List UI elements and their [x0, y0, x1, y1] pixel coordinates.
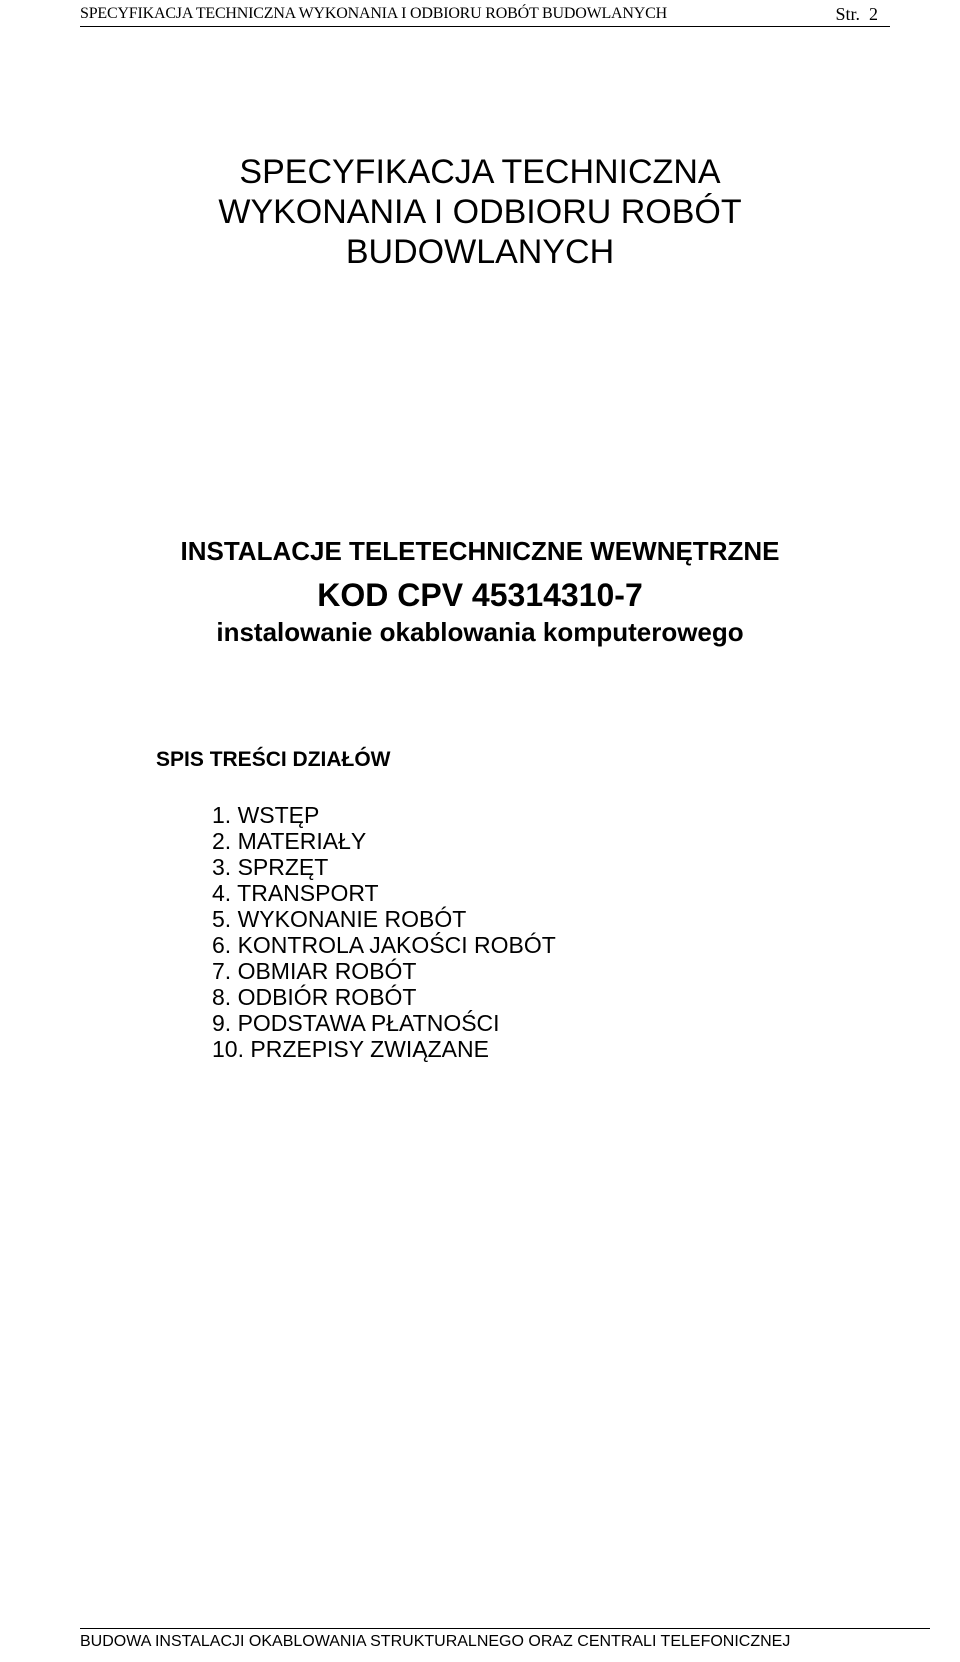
toc-heading: SPIS TREŚCI DZIAŁÓW — [156, 748, 391, 771]
toc-item: 7. OBMIAR ROBÓT — [212, 958, 417, 984]
footer-text: BUDOWA INSTALACJI OKABLOWANIA STRUKTURALNEGO ORAZ CENTRALI TELEFONICZNEJ — [80, 1633, 791, 1650]
cpv-code: KOD CPV 45314310-7 — [317, 577, 643, 613]
page-number-value: 2 — [869, 4, 878, 24]
running-title: SPECYFIKACJA TECHNICZNA WYKONANIA I ODBIORU ROBÓT BUDOWLANYCH — [80, 5, 667, 22]
cpv-description: instalowanie okablowania komputerowego — [216, 617, 744, 647]
toc-item: 6. KONTROLA JAKOŚCI ROBÓT — [212, 932, 556, 958]
page-header — [80, 2, 890, 27]
title-line-3: BUDOWLANYCH — [345, 233, 615, 271]
toc-item: 3. SPRZĘT — [212, 854, 329, 880]
toc-item: 5. WYKONANIE ROBÓT — [212, 906, 467, 932]
toc-item: 8. ODBIÓR ROBÓT — [212, 984, 417, 1010]
document-title — [0, 152, 960, 272]
page-footer — [80, 1628, 930, 1655]
toc-item: 2. MATERIAŁY — [212, 828, 367, 854]
toc-item: 10. PRZEPISY ZWIĄZANE — [212, 1036, 489, 1062]
title-line-1: SPECYFIKACJA TECHNICZNA — [239, 153, 721, 191]
page-label: Str. — [835, 4, 860, 24]
title-line-2: WYKONANIA I ODBIORU ROBÓT — [218, 193, 742, 231]
toc-item: 1. WSTĘP — [212, 802, 320, 828]
page-number — [835, 2, 878, 26]
toc-item: 9. PODSTAWA PŁATNOŚCI — [212, 1010, 500, 1036]
section-subheading: INSTALACJE TELETECHNICZNE WEWNĘTRZNE — [180, 536, 780, 566]
toc-item: 4. TRANSPORT — [212, 880, 379, 906]
table-of-contents — [212, 802, 556, 1062]
